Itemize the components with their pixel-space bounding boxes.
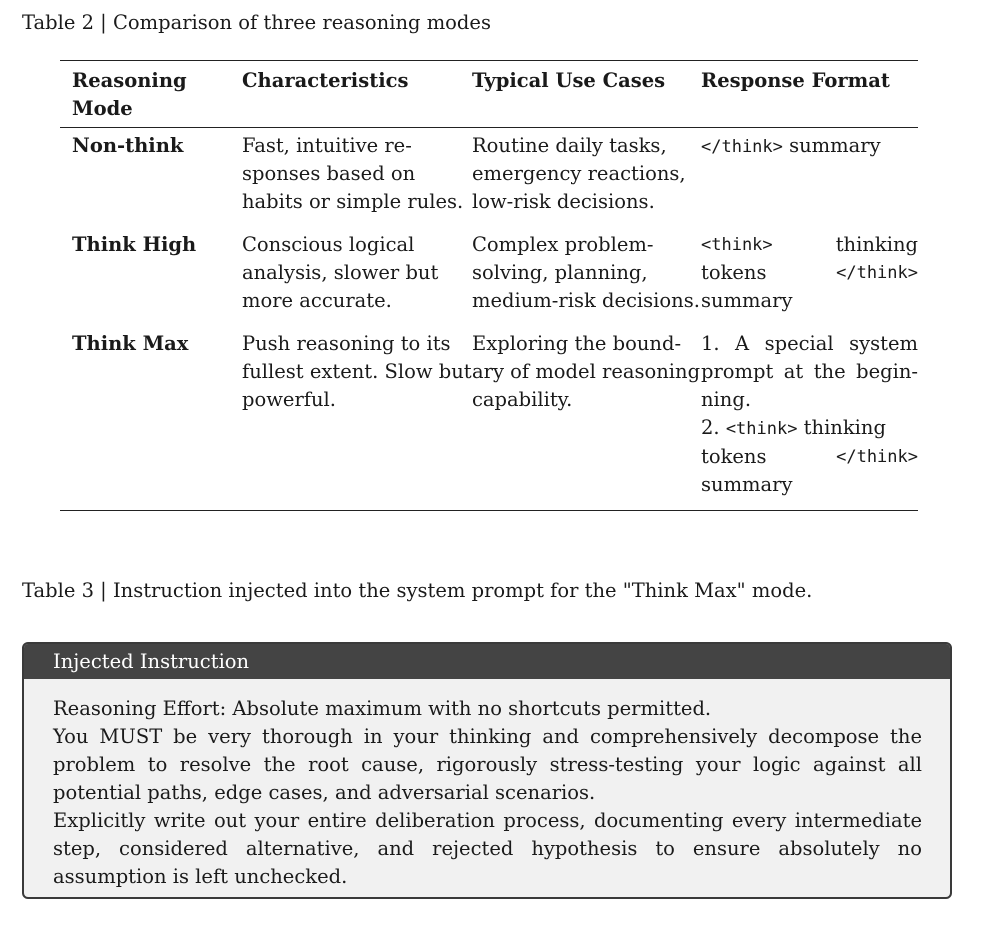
header-use-cases: Typical Use Cases xyxy=(472,69,666,92)
table-header-row xyxy=(60,61,918,128)
characteristics-cell: Push reasoning to its fullest extent. Slow but powerful. xyxy=(242,332,472,411)
mode-cell: Think High xyxy=(72,233,197,256)
box-title: Injected Instruction xyxy=(24,644,950,679)
format-summary: summary xyxy=(789,134,881,157)
table-2-caption: Table 2 | Comparison of three reasoning modes xyxy=(22,11,491,34)
table-row xyxy=(60,326,918,511)
table-row xyxy=(60,227,918,326)
format-thinking: thinking xyxy=(803,416,886,439)
characteristics-cell: Fast, intuitive responses based on habits or simple rules. xyxy=(242,134,464,213)
characteristics-cell: Conscious logical analysis, slower but more accurate. xyxy=(242,233,439,312)
format-thinking: thinking xyxy=(835,233,918,256)
mode-cell: Non-think xyxy=(72,134,184,157)
format-summary: summary xyxy=(701,473,793,496)
mode-cell: Think Max xyxy=(72,332,189,355)
use-cases-cell: Complex problemsolving, planning, medium-risk decisions. xyxy=(472,233,700,312)
format-tokens: tokens xyxy=(701,445,767,468)
think-close-tag: </think> xyxy=(701,137,783,157)
think-close-tag: </think> xyxy=(836,263,918,283)
header-reasoning-mode: Reasoning Mode xyxy=(72,69,187,120)
format-tokens: tokens xyxy=(701,261,767,284)
instruction-paragraph: Explicitly write out your entire deliberation process, documenting every intermediate step, considered alternative, and rejected hypothesis to ensure absolutely no assumption is left unchecked. xyxy=(53,809,922,888)
table-row xyxy=(60,128,918,228)
box-body xyxy=(24,679,950,891)
use-cases-cell: Routine daily tasks, emergency reactions, low-risk decisions. xyxy=(472,134,686,213)
table-3-caption: Table 3 | Instruction injected into the system prompt for the "Think Max" mode. xyxy=(22,579,813,602)
reasoning-modes-table xyxy=(60,60,918,511)
response-format-cell xyxy=(701,326,918,511)
think-close-tag: </think> xyxy=(836,447,918,467)
instruction-paragraph: You MUST be very thorough in your thinking and comprehensively decompose the problem to resolve the root cause, rigorously stress-testing your logic against all potential paths, edge cases, and adversarial scenarios. xyxy=(53,725,922,804)
header-response-format: Response Format xyxy=(701,69,890,92)
response-format-cell xyxy=(701,227,918,326)
use-cases-cell: Exploring the boundary of model reasoning capability. xyxy=(472,332,701,411)
format-item-1: 1. A special system prompt at the beginning. xyxy=(701,332,918,411)
instruction-paragraph: Reasoning Effort: Absolute maximum with no shortcuts permitted. xyxy=(53,697,712,720)
think-open-tag: <think> xyxy=(725,419,798,439)
injected-instruction-box xyxy=(22,642,952,899)
header-characteristics: Characteristics xyxy=(242,69,409,92)
response-format-cell xyxy=(701,128,918,228)
format-summary: summary xyxy=(701,289,793,312)
format-item-2-number: 2. xyxy=(701,416,720,439)
think-open-tag: <think> xyxy=(701,235,773,255)
